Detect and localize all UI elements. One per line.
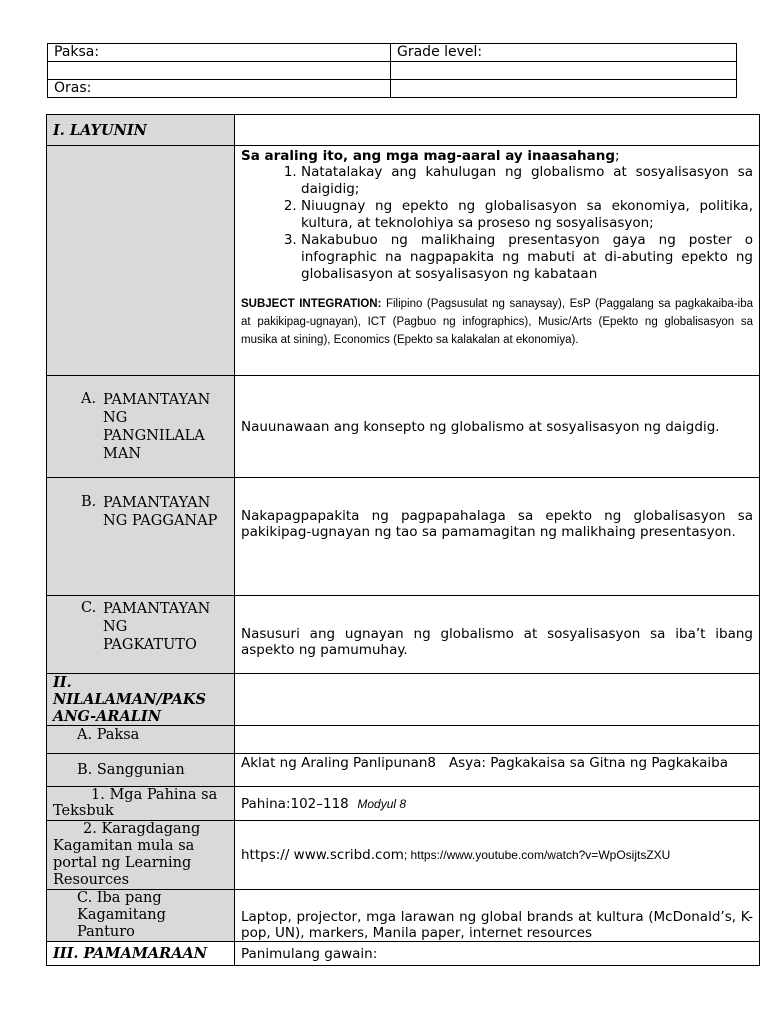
pahina-label-cell (47, 787, 235, 821)
sanggunian-title: Asya: Pagkakaisa sa Gitna ng Pagkakaiba (448, 755, 729, 771)
objective-item: 1. Natatalakay ang kahulugan ng globalismo at sosyalisasyon sa daigidig; (301, 164, 753, 198)
blank-cell (391, 62, 737, 80)
scribd-link[interactable]: https:// www.scribd.com (241, 847, 404, 863)
pahina-pages: Pahina:102–118 (241, 795, 349, 812)
pamamaraan-value: Panimulang gawain: (241, 945, 378, 962)
karagdagang-label-cell (47, 821, 235, 890)
oras-label: Oras: (54, 80, 92, 96)
pamantayan-c-label-cell (47, 596, 235, 674)
pamantayan-letter: C. (81, 600, 97, 616)
pamantayan-a-value-cell (235, 376, 760, 478)
pamamaraan-value-cell (235, 942, 760, 966)
iba-value: Laptop, projector, mga larawan ng global brands at kultura (McDonald’s, K-pop, UN), markers, Manila paper, internet resources (241, 909, 753, 941)
blank-cell (48, 62, 391, 80)
grade-level-label: Grade level: (397, 44, 483, 60)
pamantayan-a-label-cell (47, 376, 235, 478)
objective-item: 2. Niuugnay ng epekto ng globalisasyon sa ekonomiya, politika, kultura, at teknolohiya sa proseso ng sosyalisasyon; (301, 198, 753, 232)
sanggunian-label-cell (47, 754, 235, 787)
nilalaman-heading: II. NILALAMAN/PAKS ANG-ARALIN (53, 674, 206, 725)
pamantayan-b-value-cell (235, 478, 760, 596)
pamantayan-text: Nauunawaan ang konsepto ng globalismo at sosyalisasyon ng daigdig. (241, 418, 720, 435)
iba-value-cell (235, 890, 760, 942)
objectives-list (241, 164, 753, 283)
sanggunian-book: Aklat ng Araling Panlipunan8 (241, 755, 437, 771)
blank-cell (235, 674, 760, 726)
youtube-link[interactable]: ; https://www.youtube.com/watch?v=WpOsijtsZXU (403, 848, 671, 862)
nilalaman-heading-cell (47, 674, 235, 726)
pahina-modyul: Modyul 8 (357, 796, 407, 811)
layunin-heading: I. LAYUNIN (53, 121, 147, 139)
blank-cell (235, 115, 760, 146)
layunin-heading-cell (47, 115, 235, 146)
subject-integration (241, 295, 753, 349)
pamantayan-label: PAMANTAYAN NG PANGNILALA MAN (103, 391, 211, 462)
pamantayan-c-value-cell (235, 596, 760, 674)
pamantayan-b-label-cell (47, 478, 235, 596)
pamantayan-text: Nakapagpapakita ng pagpapahalaga sa epekto ng globalisasyon sa pakikipag-ugnayan ng tao sa pamamagitan ng malikhaing presentasyon. (241, 508, 753, 540)
pamantayan-label: PAMANTAYAN NG PAGKATUTO (103, 601, 211, 653)
objectives-intro: Sa araling ito, ang mga mag-aaral ay inaasahang; (241, 148, 620, 164)
lesson-plan-table (46, 114, 760, 966)
sanggunian-value-cell (235, 754, 760, 787)
layunin-label-cell (47, 146, 235, 376)
blank-cell (391, 80, 737, 98)
pamamaraan-heading-cell (47, 942, 235, 966)
pamamaraan-heading: III. PAMAMARAAN (53, 945, 207, 962)
paksa-cell (48, 44, 391, 62)
pamantayan-letter: A. (81, 390, 97, 407)
iba-sub-label: C. Iba pang Kagamitang Panturo (77, 890, 166, 940)
pamantayan-text: Nasusuri ang ugnayan ng globalismo at sosyalisasyon sa iba’t ibang aspekto ng pamumuhay. (241, 626, 753, 658)
paksa-label: Paksa: (54, 44, 100, 60)
objective-item: 3. Nakabubuo ng malikhaing presentasyon gaya ng poster o infographic na nagpapakita ng mabuti at di-abuting epekto ng globalisasyon at sosyalisasyon ng kabataan (301, 232, 753, 283)
objectives-cell (235, 146, 760, 376)
pamantayan-label: PAMANTAYAN NG PAGGANAP (103, 495, 218, 529)
grade-level-cell (391, 44, 737, 62)
pamantayan-letter: B. (81, 494, 97, 510)
karagdagang-value-cell (235, 821, 760, 890)
subject-integration-text: Filipino (Pagsusulat ng sanaysay), EsP (Paggalang sa pagkakaiba-iba at pakikipag-ugnayan), ICT (Pagbuo ng infographics), Music/Arts (Epekto ng globalisasyon sa musika at sining), Economics (Epekto sa kalakalan at ekonomiya). (241, 298, 754, 346)
paksa-label-cell (47, 726, 235, 754)
oras-cell (48, 80, 391, 98)
subject-integration-label: SUBJECT INTEGRATION: (241, 298, 382, 310)
pahina-value-cell (235, 787, 760, 821)
pahina-sub-label: 1. Mga Pahina sa Teksbuk (53, 787, 218, 819)
header-table (47, 43, 737, 98)
blank-cell (235, 726, 760, 754)
sanggunian-sub-label: B. Sanggunian (77, 762, 185, 778)
karagdagang-sub-label: 2. Karagdagang Kagamitan mula sa portal ng Learning Resources (53, 821, 201, 888)
iba-label-cell (47, 890, 235, 942)
paksa-sub-label: A. Paksa (77, 727, 140, 743)
